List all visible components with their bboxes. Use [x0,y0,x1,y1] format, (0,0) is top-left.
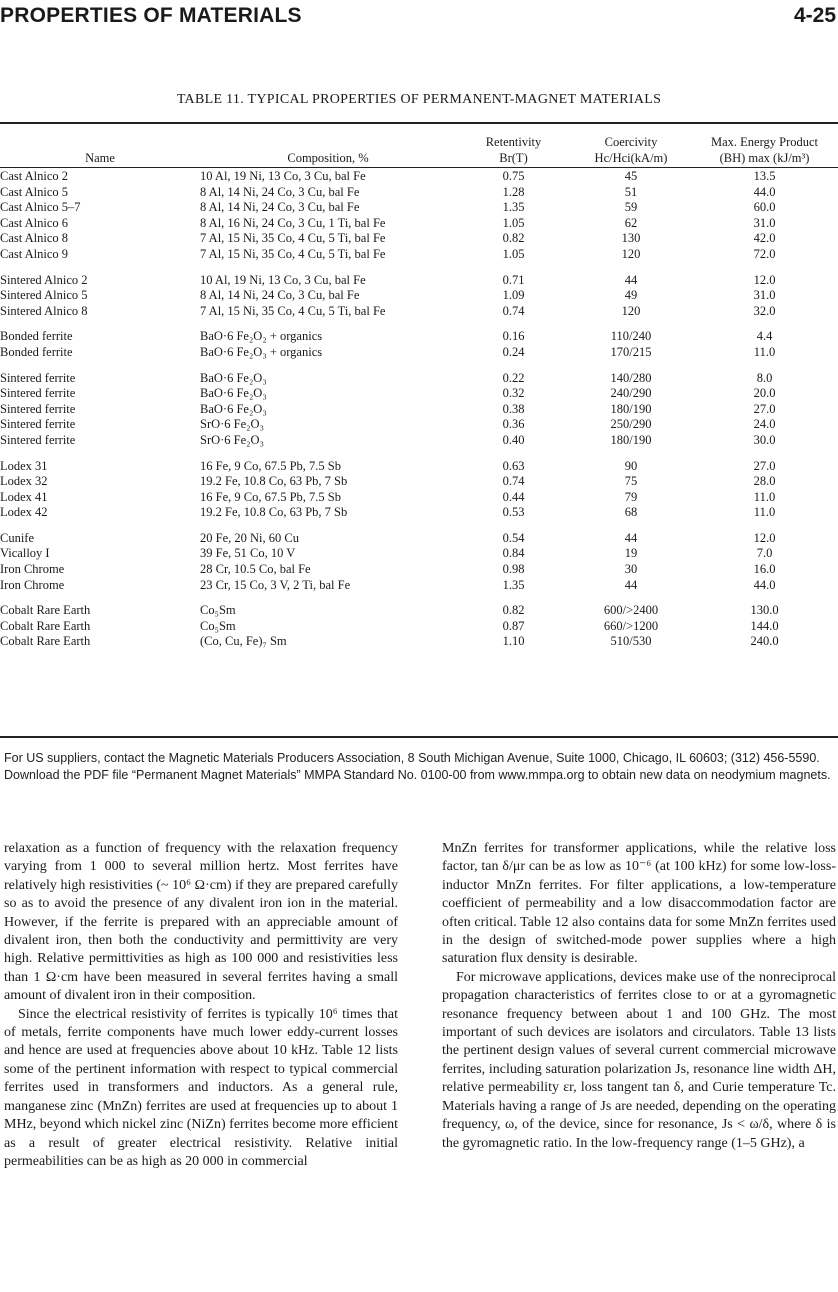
cell-retentivity: 0.87 [502,618,525,633]
cell-composition: 16 Fe, 9 Co, 67.5 Pb, 7.5 Sb [200,458,341,473]
table-row [0,304,838,320]
column-header-max-energy-unit: (BH) max (kJ/m³) [719,151,810,165]
cell-coercivity: 51 [624,184,638,199]
cell-retentivity: 1.05 [502,246,525,261]
cell-composition: 39 Fe, 51 Co, 10 V [200,546,296,561]
group-spacer [0,319,838,329]
cell-retentivity: 0.82 [502,603,525,618]
cell-retentivity: 0.22 [502,370,525,385]
cell-name: Cast Alnico 5–7 [0,200,81,215]
cell-composition: 16 Fe, 9 Co, 67.5 Pb, 7.5 Sb [200,489,341,504]
cell-retentivity: 0.32 [502,386,525,401]
body-paragraph: MnZn ferrites for transformer applications, while the relative loss factor, tan δ/μr can be as low as 10⁻⁶ (at 100 kHz) for some low-loss-inductor MnZn ferrites. For filter applications, a low-temperature coefficient of permeability and a low disaccommodation factor are often critical. Table 12 also contains data for some MnZn ferrites used in the design of switched-mode power supplies where a high saturation flux density is desirable. [442,841,836,967]
cell-coercivity: 19 [624,546,638,561]
cell-coercivity: 79 [624,489,638,504]
cell-name: Sintered ferrite [0,386,76,401]
table-row [0,345,838,361]
column-header-max-energy [691,126,838,169]
cell-name: Cobalt Rare Earth [0,618,91,633]
cell-composition: 20 Fe, 20 Ni, 60 Cu [200,530,299,545]
cell-name: Iron Chrome [0,577,65,592]
column-header-retentivity-label: Retentivity [485,135,542,149]
cell-max-energy: 4.4 [756,329,773,344]
cell-composition: 8 Al, 14 Ni, 24 Co, 3 Cu, bal Fe [200,288,360,303]
cell-retentivity: 0.54 [502,530,525,545]
cell-composition: 8 Al, 14 Ni, 24 Co, 3 Cu, bal Fe [200,200,360,215]
cell-max-energy: 32.0 [753,303,776,318]
table-row [0,386,838,402]
cell-name: Bonded ferrite [0,344,73,359]
cell-composition: 10 Al, 19 Ni, 13 Co, 3 Cu, bal Fe [200,169,366,183]
cell-retentivity: 0.24 [502,344,525,359]
column-header-retentivity-unit: Br(T) [499,151,528,165]
cell-name: Cast Alnico 6 [0,215,69,230]
cell-max-energy: 12.0 [753,272,776,287]
cell-max-energy: 28.0 [753,474,776,489]
cell-name: Lodex 41 [0,489,48,504]
cell-coercivity: 62 [624,215,638,230]
cell-composition: BaO·6 Fe₂O₃ [200,370,267,385]
cell-coercivity: 660/>1200 [603,618,659,633]
cell-max-energy: 144.0 [750,618,779,633]
column-header-max-energy-label: Max. Energy Product [710,135,819,149]
cell-composition: Co₅Sm [200,618,236,633]
table-row [0,433,838,449]
table-caption: TABLE 11. TYPICAL PROPERTIES OF PERMANENT-MAGNET MATERIALS [176,92,662,107]
body-paragraph: Since the electrical resistivity of ferrites is typically 10⁶ times that of metals, ferrite components have much lower eddy-current losses and hence are used at frequencies above about 10 kHz. Table 12 lists some of the pertinent information with respect to typical commercial ferrites used in transformers and inductors. As a general rule, manganese zinc (MnZn) ferrites are used at frequencies up to about 1 MHz, beyond which nickel zinc (NiZn) ferrites become more efficient as a result of greater electrical resistivity. Relative initial permeabilities can be as high as 20 000 in commercial [4,1006,398,1169]
cell-max-energy: 11.0 [753,344,776,359]
group-spacer [0,361,838,371]
page-number: 4-25 [793,4,836,27]
cell-max-energy: 8.0 [756,370,773,385]
cell-retentivity: 0.36 [502,417,525,432]
cell-name: Sintered ferrite [0,417,76,432]
cell-max-energy: 16.0 [753,562,776,577]
table-row [0,216,838,232]
cell-max-energy: 11.0 [753,505,776,520]
cell-coercivity: 180/190 [610,401,652,416]
cell-name: Cast Alnico 2 [0,169,69,183]
table-row [0,247,838,263]
cell-name: Sintered Alnico 5 [0,288,88,303]
table-row [0,273,838,289]
cell-coercivity: 130 [621,231,641,246]
cell-name: Sintered ferrite [0,432,76,447]
cell-max-energy: 60.0 [753,200,776,215]
cell-name: Lodex 32 [0,474,48,489]
cell-name: Cobalt Rare Earth [0,634,91,649]
group-spacer [0,521,838,531]
cell-name: Cast Alnico 8 [0,231,69,246]
cell-retentivity: 0.53 [502,505,525,520]
table-row [0,531,838,547]
table-row [0,371,838,387]
cell-coercivity: 140/280 [610,370,652,385]
table-row [0,578,838,594]
cell-coercivity: 45 [624,169,638,183]
cell-max-energy: 72.0 [753,246,776,261]
cell-name: Sintered ferrite [0,370,76,385]
cell-coercivity: 120 [621,303,641,318]
column-header-composition: Composition, % [287,151,369,165]
cell-coercivity: 170/215 [610,344,652,359]
cell-retentivity: 1.05 [502,215,525,230]
group-spacer [0,449,838,459]
table-row [0,634,838,650]
cell-coercivity: 44 [624,272,638,287]
cell-max-energy: 11.0 [753,489,776,504]
body-paragraph: relaxation as a function of frequency with the relaxation frequency varying from 1 000 to several million hertz. Most ferrites have relatively high resistivities (~ 10⁶ Ω·cm) if they are prepared carefully so as to avoid the presence of any divalent iron ion in the material. However, if the ferrite is prepared with an appreciable amount of divalent iron, then both the conductivity and permittivity are very high. Relative permittivities as high as 100 000 and resistivities less than 1 Ω·cm have been measured in several ferrites having a small amount of divalent iron in their composition. [4,841,398,1004]
table-bottom-rule [0,736,838,738]
cell-coercivity: 110/240 [610,329,652,344]
table-row [0,603,838,619]
table-row [0,459,838,475]
cell-name: Lodex 42 [0,505,48,520]
cell-retentivity: 1.10 [502,634,525,649]
cell-retentivity: 1.09 [502,288,525,303]
body-paragraph: For microwave applications, devices make use of the nonreciprocal propagation characteristics of ferrites close to or at a gyromagnetic resonance frequency between about 1 and 100 GHz. The most important of such devices are isolators and circulators. Table 13 lists the pertinent design values of several current commercial microwave ferrites, including saturation polarization Js, resonance line width ΔH, relative permeability εr, loss tangent tan δ, and Curie temperature Tc. Materials having a range of Js are needed, depending on the operating frequency, ω, of the device, since for resonance, Js < ω/δ, where δ is the gyromagnetic ratio. In the low-frequency range (1–5 GHz), a [442,969,836,1151]
cell-name: Cunife [0,530,35,545]
cell-retentivity: 0.40 [502,432,525,447]
column-header-coercivity-label: Coercivity [604,135,658,149]
table-row [0,490,838,506]
cell-coercivity: 90 [624,458,638,473]
cell-coercivity: 68 [624,505,638,520]
cell-max-energy: 31.0 [753,215,776,230]
group-spacer [0,593,838,603]
cell-composition: 10 Al, 19 Ni, 13 Co, 3 Cu, bal Fe [200,272,366,287]
table-row [0,288,838,304]
cell-retentivity: 1.28 [502,184,525,199]
cell-coercivity: 600/>2400 [603,603,659,618]
cell-max-energy: 24.0 [753,417,776,432]
cell-composition: 8 Al, 16 Ni, 24 Co, 3 Cu, 1 Ti, bal Fe [200,215,386,230]
cell-composition: (Co, Cu, Fe)₇ Sm [200,634,287,649]
cell-composition: BaO·6 Fe₂O₂ + organics [200,329,323,344]
table-row [0,185,838,201]
table-header-row [0,126,838,169]
cell-coercivity: 180/190 [610,432,652,447]
cell-name: Bonded ferrite [0,329,73,344]
table-row [0,546,838,562]
cell-retentivity: 0.74 [502,303,525,318]
cell-retentivity: 0.63 [502,458,525,473]
cell-max-energy: 44.0 [753,577,776,592]
cell-name: Lodex 31 [0,458,48,473]
cell-max-energy: 7.0 [756,546,773,561]
body-column-left [4,840,398,1171]
cell-retentivity: 1.35 [502,577,525,592]
cell-coercivity: 120 [621,246,641,261]
cell-composition: BaO·6 Fe₂O₃ + organics [200,344,323,359]
page-header [0,4,838,34]
cell-composition: 7 Al, 15 Ni, 35 Co, 4 Cu, 5 Ti, bal Fe [200,303,386,318]
cell-retentivity: 0.75 [502,169,525,183]
cell-retentivity: 0.98 [502,562,525,577]
cell-coercivity: 75 [624,474,638,489]
cell-retentivity: 1.35 [502,200,525,215]
cell-max-energy: 31.0 [753,288,776,303]
table-body [0,169,838,650]
cell-composition: BaO·6 Fe₂O₃ [200,386,267,401]
cell-composition: 19.2 Fe, 10.8 Co, 63 Pb, 7 Sb [200,474,348,489]
cell-coercivity: 44 [624,530,638,545]
cell-retentivity: 0.82 [502,231,525,246]
cell-max-energy: 12.0 [753,530,776,545]
table-row [0,329,838,345]
cell-max-energy: 13.5 [753,169,776,183]
group-spacer [0,263,838,273]
cell-name: Sintered ferrite [0,401,76,416]
column-header-name: Name [85,151,115,165]
running-title: PROPERTIES OF MATERIALS [0,4,302,27]
table-row [0,169,838,185]
cell-coercivity: 59 [624,200,638,215]
cell-composition: 28 Cr, 10.5 Co, bal Fe [200,562,311,577]
table-row [0,417,838,433]
cell-coercivity: 30 [624,562,638,577]
cell-name: Sintered Alnico 2 [0,272,88,287]
cell-max-energy: 240.0 [750,634,779,649]
table-row [0,231,838,247]
cell-max-energy: 44.0 [753,184,776,199]
cell-name: Sintered Alnico 8 [0,303,88,318]
table-row [0,402,838,418]
cell-coercivity: 49 [624,288,638,303]
cell-composition: SrO·6 Fe₂O₃ [200,432,264,447]
table-top-rule [0,122,838,124]
cell-max-energy: 27.0 [753,458,776,473]
column-header-coercivity [571,126,691,169]
cell-max-energy: 30.0 [753,432,776,447]
cell-composition: 8 Al, 14 Ni, 24 Co, 3 Cu, bal Fe [200,184,360,199]
cell-composition: BaO·6 Fe₂O₃ [200,401,267,416]
body-column-right [442,840,836,1153]
cell-composition: 7 Al, 15 Ni, 35 Co, 4 Cu, 5 Ti, bal Fe [200,231,386,246]
cell-coercivity: 510/530 [610,634,652,649]
table-row [0,562,838,578]
cell-max-energy: 42.0 [753,231,776,246]
table-row [0,474,838,490]
table-row [0,200,838,216]
cell-name: Cast Alnico 9 [0,246,69,261]
cell-retentivity: 0.44 [502,489,525,504]
cell-retentivity: 0.74 [502,474,525,489]
column-header-coercivity-unit: Hc/Hci(kA/m) [594,151,668,165]
cell-retentivity: 0.16 [502,329,525,344]
table-row [0,505,838,521]
cell-coercivity: 240/290 [610,386,652,401]
cell-name: Cast Alnico 5 [0,184,69,199]
table-footnote: For US suppliers, contact the Magnetic Materials Producers Association, 8 South Michigan Avenue, Suite 1000, Chicago, IL 60603; (312) 456-5590. Download the PDF file “Permanent Magnet Materials” MMPA Standard No. 0100-00 from www.mmpa.org to obtain new data on neodymium magnets. [4,751,831,782]
cell-name: Cobalt Rare Earth [0,603,91,618]
cell-composition: 7 Al, 15 Ni, 35 Co, 4 Cu, 5 Ti, bal Fe [200,246,386,261]
cell-retentivity: 0.84 [502,546,525,561]
table-row [0,619,838,635]
cell-composition: SrO·6 Fe₂O₃ [200,417,264,432]
cell-composition: 19.2 Fe, 10.8 Co, 63 Pb, 7 Sb [200,505,348,520]
cell-retentivity: 0.71 [502,272,525,287]
properties-table [0,126,838,650]
cell-max-energy: 27.0 [753,401,776,416]
cell-coercivity: 250/290 [610,417,652,432]
cell-max-energy: 20.0 [753,386,776,401]
cell-name: Vicalloy I [0,546,50,561]
cell-name: Iron Chrome [0,562,65,577]
cell-coercivity: 44 [624,577,638,592]
column-header-retentivity [456,126,571,169]
cell-max-energy: 130.0 [750,603,779,618]
cell-retentivity: 0.38 [502,401,525,416]
cell-composition: 23 Cr, 15 Co, 3 V, 2 Ti, bal Fe [200,577,351,592]
cell-composition: Co₅Sm [200,603,236,618]
